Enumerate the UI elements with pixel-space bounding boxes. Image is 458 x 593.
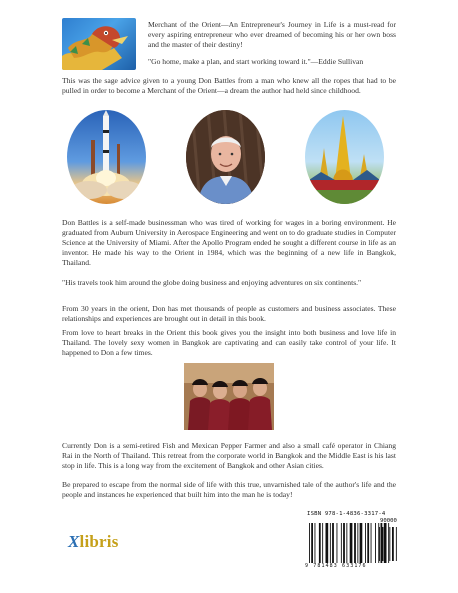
sage-paragraph: This was the sage advice given to a young Don Battles from a man who knew all the ropes that had to be pulled in order to become a Merchant of the Orient—a dream the author had held since childhood. [62,76,396,95]
price-code: 90000 [380,518,397,524]
thai-temple-image [305,110,384,204]
closing-paragraph: Be prepared to escape from the normal side of life with this true, unvarnished tale of the author's life and the people and instances he experienced that built him into the man he is today! [62,480,396,499]
thai-women-group-image [184,363,274,430]
intro-paragraph: Merchant of the Orient—An Entrepreneur's Journey in Life is a must-read for every aspiring entrepreneur who ever dreamed of becoming his or her own boss and the master of their destiny! [148,20,396,49]
travels-quote: "His travels took him around the globe doing business and enjoying adventures on six continents." [62,278,362,287]
sullivan-quote: "Go home, make a plan, and start working toward it."—Eddie Sullivan [148,57,364,66]
publisher-logo [68,532,119,552]
isbn-text: ISBN 978-1-4836-3317-4 [307,511,386,517]
publisher-logo-x: X [68,532,80,551]
dragon-image [62,18,136,70]
rocket-launch-image [67,110,146,204]
author-portrait-image [186,110,265,204]
bio-paragraph: Don Battles is a self-made businessman who was tired of working for wages in a boring environment. He graduated from Auburn University in Aerospace Engineering and went on to do graduate studies in Computer Science at the University of Miami. After the Apollo Program ended he sought a different course in life as an inventor. He made his way to the Orient in 1984, which was the beginning of a new life in Bangkok, Thailand. [62,218,396,267]
barcode-number: 9 781483 633176 [305,563,367,569]
current-paragraph: Currently Don is a semi-retired Fish and Mexican Pepper Farmer and also a small café operator in Chiang Rai in the North of Thailand. This retreat from the corporate world in Bangkok and the Middle East is his last stop in life. This is a long way from the excitement of Bangkok and other Asian cities. [62,441,396,470]
publisher-logo-rest: libris [79,532,119,551]
love-paragraph: From love to heart breaks in the Orient this book gives you the insight into both business and love life in Thailand. The lovely sexy women in Bangkok are captivating and can easily take control of your life. It happened to Don a few times. [62,328,396,357]
years-paragraph: From 30 years in the orient, Don has met thousands of people as customers and business associates. These relationships and experiences are brought out in detail in this book. [62,304,396,323]
